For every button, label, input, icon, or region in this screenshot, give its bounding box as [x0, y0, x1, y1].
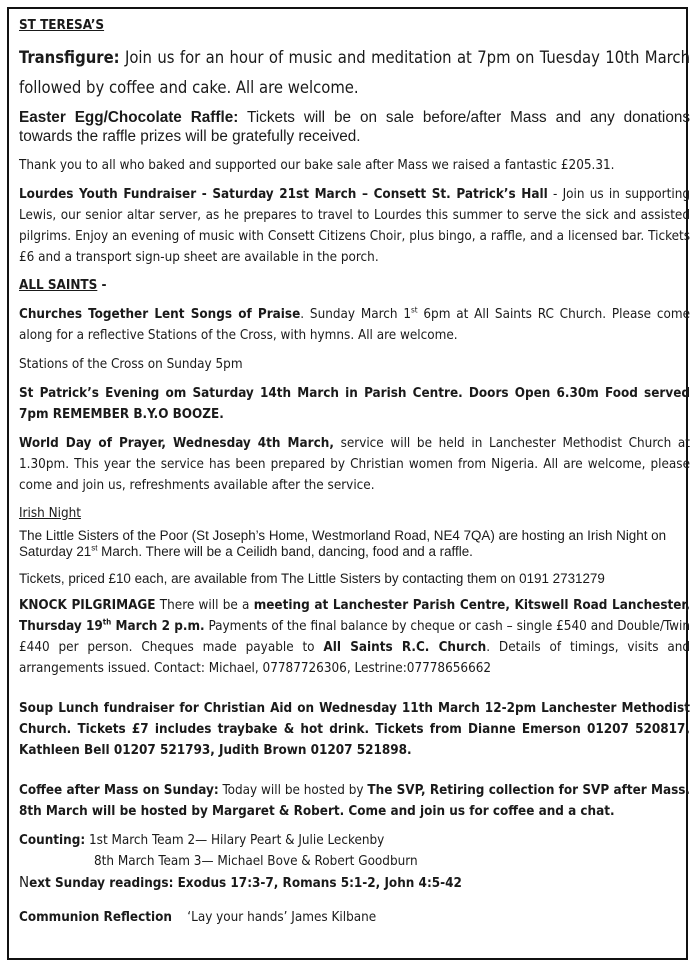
- knock-text-2: Payments of the final balance by cheque or cash – single £540 and Double/Twin £440 per person. Cheques made payable to: [19, 619, 690, 655]
- coffee-label: Coffee after Mass on Sunday:: [19, 783, 219, 798]
- transfigure-notice: [19, 43, 690, 103]
- irish-night-sup: st: [91, 543, 98, 553]
- raffle-text: Tickets will be on sale before/after Mass and any donations towards the raffle prizes will be gratefully received.: [19, 109, 690, 145]
- knock-sup: th: [102, 617, 112, 627]
- knock-text-3: . Details of timings, visits and arrangements issued. Contact: Michael, 07787726306, Lestrine:07778656662: [19, 640, 690, 676]
- all-saints-heading-text: ALL SAINTS: [19, 278, 98, 293]
- lourdes-label: Lourdes Youth Fundraiser - Saturday 21st March – Consett St. Patrick’s Hall: [19, 187, 548, 202]
- knock-bold-3: All Saints R.C. Church: [323, 640, 487, 655]
- st-patricks-notice: St Patrick’s Evening om Saturday 14th March in Parish Centre. Doors Open 6.30m Food served 7pm REMEMBER B.Y.O BOOZE.: [19, 386, 690, 422]
- knock-text-1: There will be a: [155, 598, 254, 613]
- lourdes-text: - Join us in supporting Lewis, our senior altar server, as he prepares to travel to Lourdes this summer to serve the sick and assisted pilgrims. Enjoy an evening of music with Consett Citizens Choir, plus bingo, a raffle, and a licensed bar. Tickets £6 and a transport sign-up sheet are available in the porch.: [19, 187, 690, 265]
- lourdes-notice: [19, 184, 690, 268]
- irish-night-text-2: March. There will be a Ceilidh band, dancing, food and a raffle.: [97, 544, 473, 559]
- readings-initial: N: [19, 873, 30, 891]
- world-day-label: World Day of Prayer, Wednesday 4th March,: [19, 436, 334, 451]
- world-day-text: service will be held in Lanchester Methodist Church at 1.30pm. This year the service has been prepared by Christian women from Nigeria. All are welcome, please come and join us, refreshments available after the service.: [19, 436, 690, 493]
- st-teresas-heading: ST TERESA’S: [19, 18, 105, 33]
- coffee-text: Today will be hosted by: [218, 783, 368, 798]
- songs-of-praise-label: Churches Together Lent Songs of Praise: [19, 307, 301, 322]
- irish-night-tickets: Tickets, priced £10 each, are available from The Little Sisters by contacting them on 0191 2731279: [19, 571, 605, 586]
- counting-line-1: [19, 830, 690, 851]
- readings-notice: [19, 872, 690, 894]
- knock-notice: [19, 595, 690, 679]
- communion-notice: [19, 907, 690, 928]
- communion-text: ‘Lay your hands’ James Kilbane: [172, 910, 377, 925]
- coffee-notice: [19, 780, 690, 822]
- transfigure-text: Join us for an hour of music and meditation at 7pm on Tuesday 10th March followed by coffee and cake. All are welcome.: [19, 48, 690, 97]
- bulletin-content: [19, 14, 690, 928]
- knock-label: KNOCK PILGRIMAGE: [19, 598, 156, 613]
- irish-night-notice: [19, 528, 690, 560]
- irish-night-text-1: The Little Sisters of the Poor (St Joseph’s Home, Westmorland Road, NE4 7QA) are hosting an Irish Night on Saturday 21: [19, 528, 667, 559]
- soup-lunch-notice: Soup Lunch fundraiser for Christian Aid on Wednesday 11th March 12-2pm Lanchester Methodist Church. Tickets £7 includes traybake & hot drink. Tickets from Dianne Emerson 01207 520817, Kathleen Bell 01207 521793, Judith Brown 01207 521898.: [19, 701, 690, 758]
- songs-of-praise-notice: [19, 304, 690, 346]
- communion-label: Communion Reflection: [19, 910, 172, 925]
- songs-of-praise-sup: st: [411, 305, 418, 315]
- bake-sale-notice: Thank you to all who baked and supported our bake sale after Mass we raised a fantastic £205.31.: [19, 158, 615, 173]
- songs-of-praise-text-1: . Sunday March 1: [300, 307, 411, 322]
- stations-notice: Stations of the Cross on Sunday 5pm: [19, 357, 243, 372]
- counting-line-2: 8th March Team 3— Michael Bove & Robert Goodburn: [94, 854, 418, 869]
- raffle-notice: [19, 108, 690, 146]
- world-day-notice: [19, 433, 690, 496]
- knock-bold-1: meeting at Lanchester Parish Centre, Kitswell Road Lanchester, Thursday 19: [19, 598, 690, 634]
- songs-of-praise-text-2: 6pm at All Saints RC Church. Please come along for a reflective Stations of the Cross, with hymns. All are welcome.: [19, 307, 690, 343]
- irish-night-heading: Irish Night: [19, 506, 81, 521]
- readings-text: ext Sunday readings: Exodus 17:3-7, Romans 5:1-2, John 4:5-42: [29, 876, 462, 891]
- counting-team-2: 1st March Team 2— Hilary Peart & Julie Leckenby: [85, 833, 385, 848]
- knock-bold-2: March 2 p.m.: [111, 619, 205, 634]
- raffle-label: Easter Egg/Chocolate Raffle:: [19, 109, 239, 126]
- all-saints-heading-dash: -: [97, 278, 107, 293]
- counting-label: Counting:: [19, 833, 86, 848]
- coffee-bold: The SVP, Retiring collection for SVP after Mass. 8th March will be hosted by Margaret & Robert. Come and join us for coffee and a chat.: [19, 783, 690, 819]
- transfigure-label: Transfigure:: [19, 48, 120, 67]
- all-saints-heading: [19, 275, 690, 296]
